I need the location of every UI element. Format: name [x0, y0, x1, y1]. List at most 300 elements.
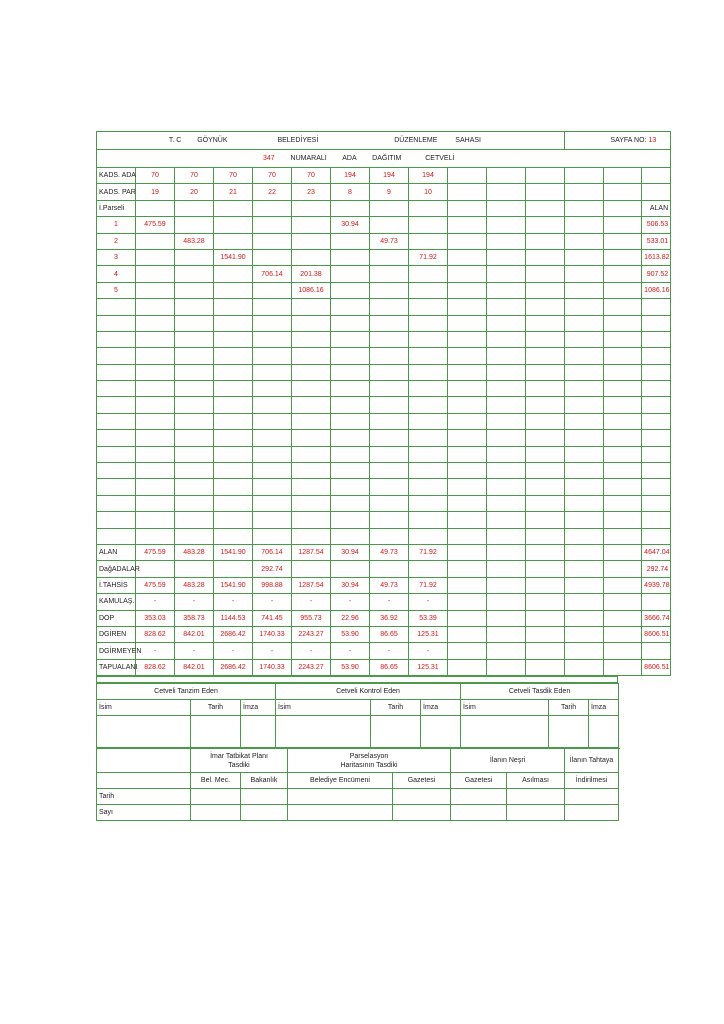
value-cell: 292.74 [253, 561, 292, 577]
value-cell [526, 544, 565, 560]
value-cell: 20 [175, 184, 214, 200]
value-cell: 1086.16 [292, 282, 331, 298]
value-cell [604, 299, 642, 315]
value-cell [253, 282, 292, 298]
empty-row [97, 528, 671, 544]
value-cell [409, 397, 448, 413]
value-cell [214, 331, 253, 347]
value-cell [136, 200, 175, 216]
value-cell: 71.92 [409, 577, 448, 593]
value-cell: 353.03 [136, 610, 175, 626]
imza-label: İmza [589, 700, 619, 716]
value-cell [136, 348, 175, 364]
value-cell [565, 561, 604, 577]
alan-cell [642, 381, 671, 397]
value-cell: 125.31 [409, 659, 448, 675]
value-cell [565, 659, 604, 675]
subtitle-row [97, 150, 671, 168]
value-cell [487, 348, 526, 364]
imar-tasdik-label: Tasdiki [228, 761, 250, 769]
value-cell [604, 643, 642, 659]
value-cell [409, 381, 448, 397]
value-cell [175, 282, 214, 298]
value-cell: 194 [409, 168, 448, 184]
value-cell [448, 561, 487, 577]
value-cell: 53.90 [331, 659, 370, 675]
empty-row [97, 479, 671, 495]
value-cell [214, 479, 253, 495]
value-cell [370, 249, 409, 265]
value-cell [448, 512, 487, 528]
value-cell [526, 413, 565, 429]
value-cell [604, 249, 642, 265]
value-cell: 30.94 [331, 577, 370, 593]
sayfa-label: SAYFA NO: [610, 137, 647, 144]
row-label: DGİREN [97, 626, 136, 642]
value-cell [409, 495, 448, 511]
value-cell [253, 200, 292, 216]
value-cell [565, 463, 604, 479]
alan-cell [642, 299, 671, 315]
value-cell: 1740.33 [253, 626, 292, 642]
value-cell: 22.96 [331, 610, 370, 626]
value-cell [292, 315, 331, 331]
value-cell [214, 561, 253, 577]
value-cell [487, 430, 526, 446]
value-cell [448, 544, 487, 560]
value-cell: - [409, 594, 448, 610]
value-cell [292, 495, 331, 511]
value-cell [448, 430, 487, 446]
value-cell [136, 561, 175, 577]
value-cell [448, 282, 487, 298]
value-cell: - [409, 643, 448, 659]
value-cell [565, 331, 604, 347]
value-cell [487, 266, 526, 282]
value-cell [409, 348, 448, 364]
value-cell [565, 364, 604, 380]
value-cell [565, 479, 604, 495]
value-cell [409, 512, 448, 528]
value-cell [604, 446, 642, 462]
value-cell [331, 200, 370, 216]
value-cell [526, 659, 565, 675]
approvals-tarih-label: Tarih [97, 789, 191, 805]
value-cell [331, 381, 370, 397]
value-cell [175, 430, 214, 446]
value-cell [526, 315, 565, 331]
alan-cell [642, 315, 671, 331]
row-label [97, 446, 136, 462]
value-cell [331, 266, 370, 282]
value-cell: 86.65 [370, 659, 409, 675]
value-cell [448, 315, 487, 331]
value-cell [448, 364, 487, 380]
value-cell [370, 282, 409, 298]
value-cell [565, 266, 604, 282]
approvals-sayi-label: Sayı [97, 805, 191, 821]
value-cell [292, 364, 331, 380]
value-cell [292, 200, 331, 216]
value-cell [526, 479, 565, 495]
value-cell: 9 [370, 184, 409, 200]
alan-cell [642, 168, 671, 184]
value-cell [487, 594, 526, 610]
alan-cell: ALAN [642, 200, 671, 216]
value-cell: - [370, 643, 409, 659]
value-cell [253, 233, 292, 249]
value-cell [292, 479, 331, 495]
value-cell [370, 463, 409, 479]
empty-row [97, 381, 671, 397]
value-cell [604, 561, 642, 577]
value-cell [409, 217, 448, 233]
value-cell [253, 479, 292, 495]
gazetesi-label: Gazetesi [451, 773, 507, 789]
value-cell: 201.38 [292, 266, 331, 282]
value-cell [370, 315, 409, 331]
value-cell: 86.65 [370, 626, 409, 642]
numarali-label: NUMARALI [290, 155, 327, 162]
value-cell [526, 463, 565, 479]
alan-cell: 1086.16 [642, 282, 671, 298]
value-cell: 998.88 [253, 577, 292, 593]
alan-cell: 4939.78 [642, 577, 671, 593]
value-cell: 358.73 [175, 610, 214, 626]
empty-row [97, 315, 671, 331]
value-cell: 1541.90 [214, 249, 253, 265]
parselasyon-tasdik-label: Haritasının Tasdiki [340, 761, 398, 769]
value-cell [292, 217, 331, 233]
value-cell [565, 413, 604, 429]
value-cell [370, 528, 409, 544]
value-cell [604, 463, 642, 479]
asilmasi-label: Asılması [507, 773, 565, 789]
value-cell [448, 446, 487, 462]
empty-row [97, 413, 671, 429]
value-cell [370, 217, 409, 233]
empty-row [97, 364, 671, 380]
value-cell [370, 446, 409, 462]
empty-row [97, 397, 671, 413]
value-cell [565, 249, 604, 265]
value-cell [214, 463, 253, 479]
alan-cell: 8606.51 [642, 626, 671, 642]
value-cell [409, 413, 448, 429]
value-cell [175, 512, 214, 528]
value-cell [409, 331, 448, 347]
value-cell [604, 348, 642, 364]
value-cell [448, 643, 487, 659]
value-cell [175, 463, 214, 479]
value-cell [487, 479, 526, 495]
value-cell [604, 544, 642, 560]
parcel-row [97, 249, 671, 265]
alan-cell [642, 364, 671, 380]
ada-no: 347 [262, 155, 275, 162]
value-cell [214, 217, 253, 233]
value-cell [136, 331, 175, 347]
value-cell [370, 430, 409, 446]
value-cell [487, 282, 526, 298]
value-cell: 1740.33 [253, 659, 292, 675]
value-cell: 2243.27 [292, 659, 331, 675]
value-cell [604, 413, 642, 429]
value-cell [409, 479, 448, 495]
kads-par-row [97, 184, 671, 200]
value-cell [331, 233, 370, 249]
value-cell [331, 512, 370, 528]
value-cell [331, 397, 370, 413]
row-label: KADS. PAR [97, 184, 136, 200]
value-cell [175, 266, 214, 282]
parcel-row [97, 282, 671, 298]
value-cell: 30.94 [331, 544, 370, 560]
value-cell [331, 348, 370, 364]
dagitim-label: DAĞITIM [372, 155, 402, 162]
value-cell [526, 217, 565, 233]
approvals-tarih-row [97, 789, 619, 805]
value-cell [409, 233, 448, 249]
alan-cell [642, 348, 671, 364]
value-cell [604, 397, 642, 413]
value-cell [526, 200, 565, 216]
value-cell [136, 446, 175, 462]
value-cell [253, 249, 292, 265]
value-cell [253, 413, 292, 429]
row-label: KADS. ADA [97, 168, 136, 184]
alan-cell: 907.52 [642, 266, 671, 282]
value-cell [604, 659, 642, 675]
value-cell [409, 561, 448, 577]
value-cell [175, 364, 214, 380]
alan-cell: 292.74 [642, 561, 671, 577]
value-cell [604, 315, 642, 331]
row-label [97, 430, 136, 446]
value-cell: - [214, 594, 253, 610]
distribution-form [96, 131, 670, 821]
alan-cell [642, 594, 671, 610]
value-cell [292, 331, 331, 347]
value-cell [253, 217, 292, 233]
value-cell: 8 [331, 184, 370, 200]
value-cell [292, 381, 331, 397]
signature-header-row [97, 684, 619, 700]
belediye-encumeni-label: Belediye Encümeni [288, 773, 393, 789]
value-cell [214, 528, 253, 544]
approvals-header-row [97, 749, 619, 773]
value-cell [487, 331, 526, 347]
approvals-subheader-row [97, 773, 619, 789]
value-cell [370, 381, 409, 397]
value-cell [370, 266, 409, 282]
value-cell [214, 512, 253, 528]
alan-cell [642, 463, 671, 479]
value-cell [175, 446, 214, 462]
value-cell [604, 610, 642, 626]
value-cell: - [331, 643, 370, 659]
value-cell [175, 561, 214, 577]
value-cell [604, 512, 642, 528]
value-cell [604, 381, 642, 397]
tanzim-eden: Cetveli Tanzim Eden [97, 684, 276, 700]
value-cell [175, 381, 214, 397]
alan-cell [642, 643, 671, 659]
value-cell [565, 348, 604, 364]
value-cell [175, 348, 214, 364]
value-cell [448, 610, 487, 626]
value-cell: 483.28 [175, 577, 214, 593]
value-cell: 955.73 [292, 610, 331, 626]
alan-cell [642, 430, 671, 446]
value-cell [487, 200, 526, 216]
value-cell [565, 200, 604, 216]
approvals-table [96, 748, 619, 821]
value-cell [487, 643, 526, 659]
value-cell [370, 364, 409, 380]
row-label [97, 495, 136, 511]
value-cell [565, 626, 604, 642]
value-cell [604, 217, 642, 233]
value-cell [370, 512, 409, 528]
value-cell [526, 446, 565, 462]
value-cell [214, 495, 253, 511]
value-cell [487, 544, 526, 560]
value-cell [448, 381, 487, 397]
value-cell [136, 430, 175, 446]
empty-row [97, 495, 671, 511]
value-cell [175, 315, 214, 331]
value-cell [409, 315, 448, 331]
value-cell: 1541.90 [214, 577, 253, 593]
sahasi-label: SAHASI [455, 137, 481, 144]
value-cell [253, 331, 292, 347]
summary-row [97, 626, 671, 642]
value-cell [448, 200, 487, 216]
value-cell [448, 495, 487, 511]
value-cell [136, 315, 175, 331]
empty-row [97, 512, 671, 528]
value-cell [604, 495, 642, 511]
value-cell [565, 397, 604, 413]
value-cell [565, 446, 604, 462]
value-cell: 475.59 [136, 544, 175, 560]
alan-cell [642, 479, 671, 495]
imar-plan-label: İmar Tatbikat Planı [210, 752, 268, 760]
value-cell [565, 430, 604, 446]
value-cell [526, 299, 565, 315]
value-cell: 842.01 [175, 659, 214, 675]
value-cell [565, 512, 604, 528]
kontrol-eden: Cetveli Kontrol Eden [276, 684, 461, 700]
row-label [97, 512, 136, 528]
value-cell [565, 217, 604, 233]
indirilmesi-label: İndirilmesi [565, 773, 619, 789]
value-cell [370, 495, 409, 511]
row-label: DGİRMEYEN [97, 643, 136, 659]
value-cell [487, 299, 526, 315]
value-cell [604, 479, 642, 495]
value-cell [604, 528, 642, 544]
value-cell [253, 397, 292, 413]
ada-label: ADA [342, 155, 357, 162]
value-cell [526, 643, 565, 659]
alan-cell: 1613.82 [642, 249, 671, 265]
value-cell [487, 659, 526, 675]
value-cell [214, 233, 253, 249]
alan-cell [642, 413, 671, 429]
kads-ada-row [97, 168, 671, 184]
row-label: DOP [97, 610, 136, 626]
value-cell: 71.92 [409, 249, 448, 265]
value-cell [526, 610, 565, 626]
summary-row [97, 594, 671, 610]
value-cell [487, 577, 526, 593]
isim-label: İsim [461, 700, 549, 716]
value-cell [604, 184, 642, 200]
value-cell: 125.31 [409, 626, 448, 642]
imza-label: İmza [421, 700, 461, 716]
value-cell [136, 512, 175, 528]
isim-label: İsim [97, 700, 191, 716]
value-cell [487, 495, 526, 511]
value-cell: - [370, 594, 409, 610]
value-cell [175, 495, 214, 511]
value-cell [253, 315, 292, 331]
signature-table [96, 683, 619, 748]
alan-cell: 506.53 [642, 217, 671, 233]
value-cell [565, 528, 604, 544]
value-cell [136, 249, 175, 265]
value-cell [292, 233, 331, 249]
value-cell [487, 446, 526, 462]
value-cell [331, 413, 370, 429]
value-cell: 194 [331, 168, 370, 184]
value-cell [292, 413, 331, 429]
value-cell [409, 299, 448, 315]
value-cell [253, 495, 292, 511]
value-cell [409, 282, 448, 298]
value-cell [253, 430, 292, 446]
value-cell [448, 233, 487, 249]
alan-cell: 533.01 [642, 233, 671, 249]
value-cell [331, 249, 370, 265]
value-cell [604, 594, 642, 610]
value-cell [253, 381, 292, 397]
bel-mec-label: Bel. Mec. [191, 773, 241, 789]
belediye-label: BELEDİYESİ [277, 137, 319, 144]
value-cell [565, 282, 604, 298]
value-cell [370, 348, 409, 364]
signature-fields-row [97, 700, 619, 716]
value-cell: 2243.27 [292, 626, 331, 642]
value-cell: 70 [292, 168, 331, 184]
value-cell [409, 200, 448, 216]
value-cell [175, 331, 214, 347]
value-cell [370, 397, 409, 413]
value-cell [136, 266, 175, 282]
value-cell [292, 512, 331, 528]
value-cell [565, 577, 604, 593]
value-cell [448, 217, 487, 233]
value-cell [136, 528, 175, 544]
value-cell [526, 512, 565, 528]
value-cell: - [214, 643, 253, 659]
approvals-sayi-row [97, 805, 619, 821]
row-label: İ.Parseli [97, 200, 136, 216]
value-cell [604, 331, 642, 347]
value-cell [331, 299, 370, 315]
